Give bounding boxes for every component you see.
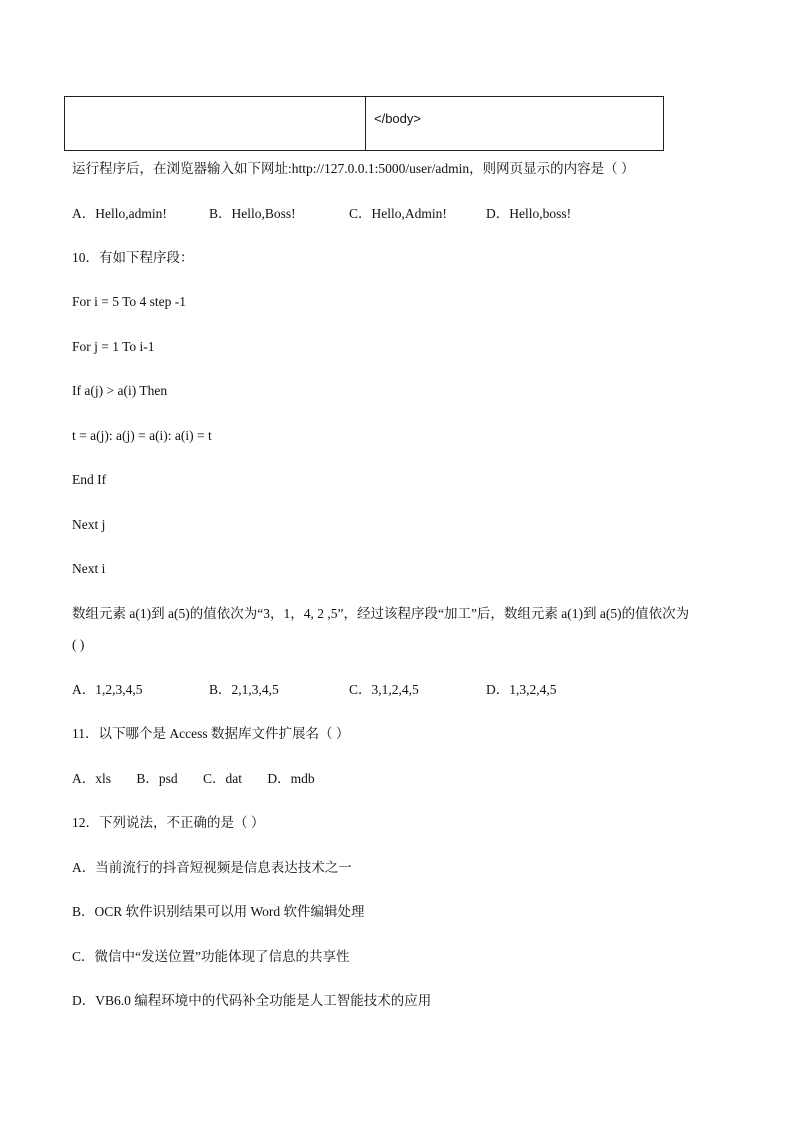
table-cell-right: </body> [374, 111, 421, 126]
q11-option-c: C．dat [203, 771, 243, 786]
q10-code-line: For i = 5 To 4 step -1 [72, 294, 187, 309]
q10-stem-blank: ( ) [72, 637, 85, 652]
q11-option-b: B．psd [136, 771, 178, 786]
q12-option-d: D．VB6.0 编程环境中的代码补全功能是人工智能技术的应用 [72, 993, 432, 1008]
q10-code-line: Next i [72, 561, 106, 576]
q9-option-b: B．Hello,Boss! [209, 206, 296, 221]
q12-option-b: B．OCR 软件识别结果可以用 Word 软件编辑处理 [72, 904, 365, 919]
q10-stem: 数组元素 a(1)到 a(5)的值依次为“3，1，4, 2 ,5”，经过该程序段“加工”后，数组元素 a(1)到 a(5)的值依次为 [72, 606, 690, 621]
q12-title: 12．下列说法，不正确的是（ ） [72, 815, 265, 830]
q11-option-a: A．xls [72, 771, 112, 786]
table-cell-left [65, 97, 366, 150]
q9-option-c: C．Hello,Admin! [349, 206, 447, 221]
q10-option-b: B．2,1,3,4,5 [209, 682, 279, 697]
q10-option-d: D．1,3,2,4,5 [486, 682, 557, 697]
q9-option-d: D．Hello,boss! [486, 206, 572, 221]
q10-code-line: If a(j) > a(i) Then [72, 383, 168, 398]
q10-code-line: Next j [72, 517, 106, 532]
q10-code-line: End If [72, 472, 107, 487]
q10-code-line: For j = 1 To i-1 [72, 339, 155, 354]
q11-title: 11．以下哪个是 Access 数据库文件扩展名（ ） [72, 726, 350, 741]
q11-option-d: D．mdb [267, 771, 315, 786]
q12-option-a: A．当前流行的抖音短视频是信息表达技术之一 [72, 860, 352, 875]
q11-options [72, 770, 337, 788]
q9-option-a: A．Hello,admin! [72, 206, 167, 221]
q9-stem: 运行程序后，在浏览器输入如下网址:http://127.0.0.1:5000/user/admin，则网页显示的内容是（ ） [72, 161, 635, 176]
q10-option-c: C．3,1,2,4,5 [349, 682, 419, 697]
q12-option-c: C．微信中“发送位置”功能体现了信息的共享性 [72, 949, 350, 964]
q10-option-a: A．1,2,3,4,5 [72, 682, 143, 697]
code-table-fragment [64, 96, 664, 151]
q10-title: 10．有如下程序段： [72, 250, 194, 265]
q10-code-line: t = a(j): a(j) = a(i): a(i) = t [72, 428, 212, 443]
